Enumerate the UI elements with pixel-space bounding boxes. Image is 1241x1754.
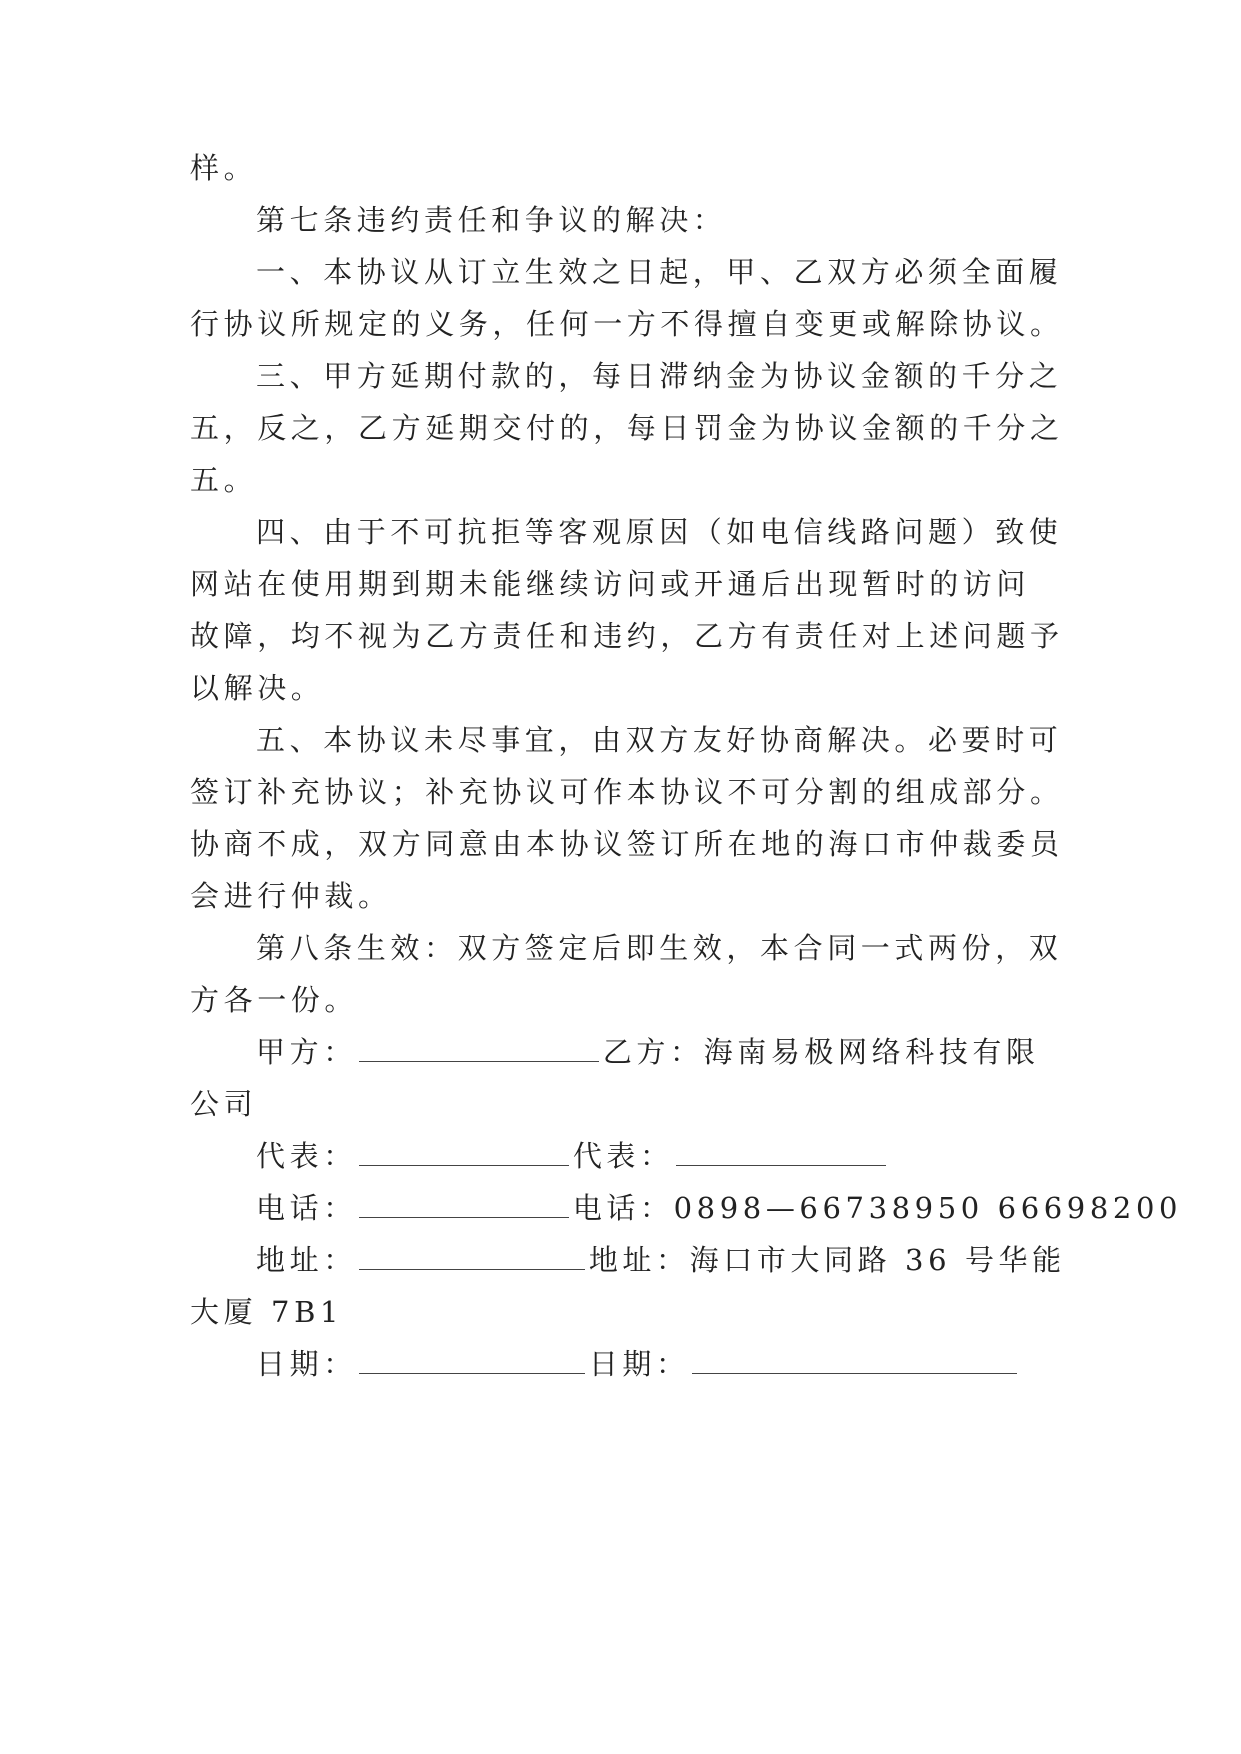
text-line: 四、由于不可抗拒等客观原因（如电信线路问题）致使 — [256, 515, 1063, 549]
date-a-label: 日期： — [256, 1347, 357, 1381]
party-a-blank[interactable] — [359, 1037, 599, 1062]
text-line: 五，反之，乙方延期交付的，每日罚金为协议金额的千分之 — [190, 411, 1064, 445]
text-line: 网站在使用期到期未能继续访问或开通后出现暂时的访问 — [190, 567, 1031, 601]
text-line: 一、本协议从订立生效之日起，甲、乙双方必须全面履 — [256, 255, 1063, 289]
address-a-blank[interactable] — [359, 1245, 585, 1270]
phone-a-blank[interactable] — [359, 1193, 569, 1218]
text-line: 样。 — [190, 151, 258, 185]
article-7-heading: 第七条违约责任和争议的解决： — [256, 203, 727, 237]
signature-rep-row — [256, 1136, 1136, 1176]
text-line: 故障，均不视为乙方责任和违约，乙方有责任对上述问题予 — [190, 619, 1064, 653]
date-b-label: 日期： — [588, 1347, 690, 1381]
address-a-label: 地址： — [256, 1243, 357, 1277]
party-a-label: 甲方： — [256, 1035, 357, 1069]
date-b-blank[interactable] — [692, 1349, 1017, 1374]
text-line: 方各一份。 — [190, 983, 359, 1017]
text-line: 行协议所规定的义务，任何一方不得擅自变更或解除协议。 — [190, 307, 1064, 341]
text-line: 以解决。 — [190, 671, 325, 705]
rep-b-blank[interactable] — [676, 1141, 886, 1166]
phone-b-text: 电话：0898—66738950 66698200 — [572, 1191, 1183, 1225]
date-a-blank[interactable] — [359, 1349, 585, 1374]
text-line: 协商不成，双方同意由本协议签订所在地的海口市仲裁委员 — [190, 827, 1064, 861]
signature-address-row — [256, 1240, 1136, 1280]
address-b-cont: 大厦 7B1 — [190, 1295, 344, 1329]
phone-a-label: 电话： — [256, 1191, 357, 1225]
address-b-text: 地址：海口市大同路 36 号华能 — [588, 1243, 1066, 1277]
party-b-name-cont: 公司 — [190, 1087, 258, 1121]
text-line: 五、本协议未尽事宜，由双方友好协商解决。必要时可 — [256, 723, 1063, 757]
rep-a-label: 代表： — [256, 1139, 357, 1173]
text-line: 签订补充协议；补充协议可作本协议不可分割的组成部分。 — [190, 775, 1064, 809]
signature-phone-row — [256, 1188, 1183, 1228]
article-8-heading: 第八条生效：双方签定后即生效，本合同一式两份，双 — [256, 931, 1063, 965]
rep-a-blank[interactable] — [359, 1141, 569, 1166]
rep-b-label: 代表： — [572, 1139, 674, 1173]
text-line: 五。 — [190, 463, 258, 497]
text-line: 会进行仲裁。 — [190, 879, 392, 913]
signature-party-row — [256, 1032, 1136, 1072]
party-b-name: 乙方：海南易极网络科技有限 — [602, 1035, 1040, 1069]
signature-date-row — [256, 1344, 1136, 1384]
text-line: 三、甲方延期付款的，每日滞纳金为协议金额的千分之 — [256, 359, 1063, 393]
